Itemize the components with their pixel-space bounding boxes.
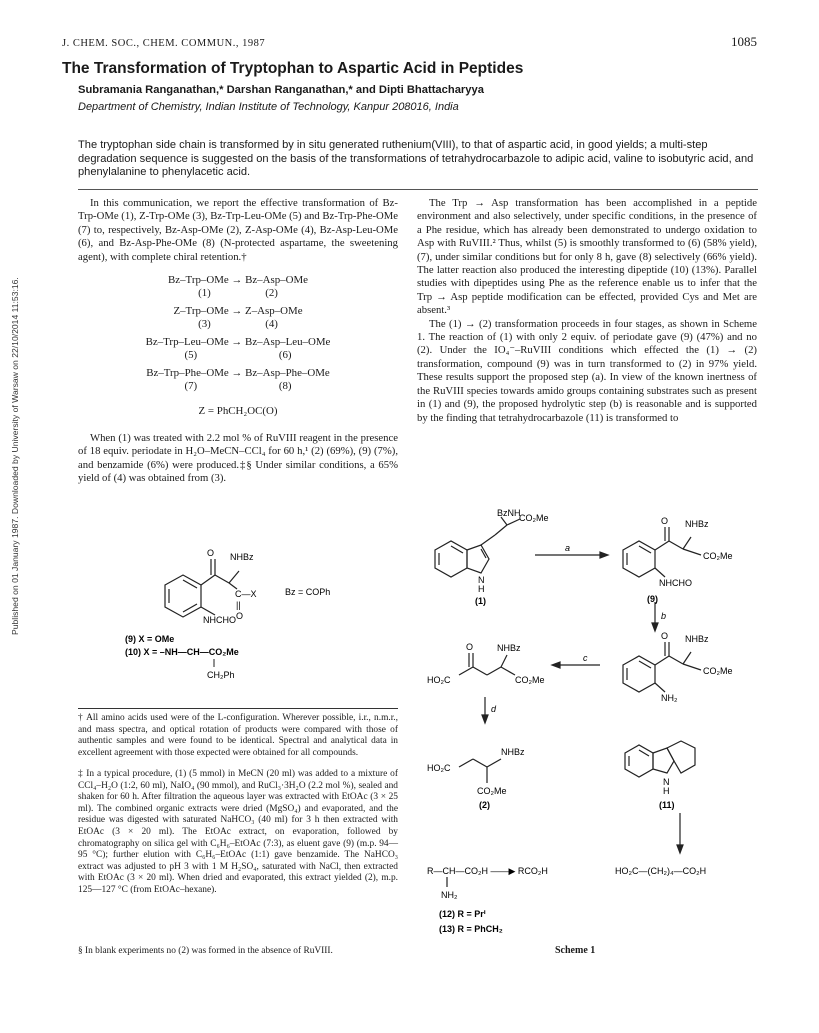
header-rule (78, 189, 758, 190)
arrow-b-label: b (661, 611, 667, 621)
struct9-nhbz: NHBz (230, 552, 254, 562)
right-paragraph-2: The (1) → (2) transformation proceeds in four stages, as shown in Scheme 1. The reaction of (1) with only 2 equiv. of periodate gave (9) (47%) and no (2). Under the IO₄⁻–RuVIII conditions which effected the (1) → (2) transformation, compound (9) was in turn transformed to (2) in 97% yield. These results support the proposed step (a). In view of the known inertness of the RuVIII species towards amido groups containing substrates such as present in (1) and (9), the proposed hydrolytic step (b) is reasonable and is supported by the finding that tetrahydrocarbazole (11) is transformed to (417, 317, 757, 424)
struct9-o: O (207, 548, 215, 558)
scheme-nh2-amine: NH₂ (661, 693, 678, 703)
struct9-cx: C—X (235, 589, 257, 599)
side-note: Published on 01 January 1987. Downloaded by University of Warsaw on 22/10/2014 11:53:16. (10, 277, 20, 635)
scheme-co2me-1: CO₂Me (519, 513, 549, 523)
equation-3: Bz–Trp–Leu–OMe → Bz–Asp–Leu–OMe (145, 336, 331, 349)
left-paragraph-1: In this communication, we report the effective transformation of Bz-Trp-OMe (1), Z-Trp-OMe (3), Bz-Trp-Leu-OMe (5) and Bz-Trp-Phe-OMe (7) to, respectively, Bz-Asp-OMe (2), Z-Asp-OMe (4), Bz-Asp-Leu-OMe (6), and Bz-Asp-Phe-OMe (8) (N-protected aspartame, the sweetening agent), with complete chiral retention.† (78, 197, 398, 263)
struct9-o2: O (236, 611, 244, 621)
scheme-nhbz-9: NHBz (685, 519, 709, 529)
scheme-n-1: N (478, 575, 485, 585)
label-12: (12) R = Prⁱ (439, 909, 486, 919)
scheme-nhbz-2: NHBz (501, 747, 525, 757)
footnote-double-dagger: ‡ In a typical procedure, (1) (5 mmol) in MeCN (20 ml) was added to a mixture of CCl₄–H₂O (1:2, 60 ml), NaIO₄ (90 mmol), and RuCl₃·3H₂O (2.2 mol %), sealed and shaken for 60 h. After filtration the aqueous layer was extracted with EtOAc (3 × 25 ml). The combined organic extracts were dried (MgSO₄) and evaporated, and the residue was digested with saturated NaHCO₃ (40 ml) for 3 h then extracted with EtOAc (3 × 20 ml). The EtOAc extract, on evaporation, followed by chromatography on silica gel with C₆H₆–EtOAc (7:3), as eluent gave (9) (m.p. 94—95 °C); further elution with C₆H₆–EtOAc (1:1) gave benzamide. The NaHCO₃ extract was adjusted to pH 3 with 1 M H₂SO₄, saturated with NaCl, then extracted with EtOAc (3 × 20 ml). When dried and evaporated, this extract yielded (2), m.p. 125—127 °C (from EtOAc–hexane). (78, 769, 398, 895)
abstract: The tryptophan side chain is transformed by in situ generated ruthenium(VIII), to that of aspartic acid, in good yields; a multi-step degradation sequence is suggested on the basis of the transformations of tetrahydrocarbazole to adipic acid, valine to isobutyric acid, and phenylalanine to phenylacetic acid. (78, 139, 754, 179)
scheme-ho2c-2: HO₂C (427, 763, 451, 773)
scheme-o-9: O (661, 516, 669, 526)
equation-2-labels: (3) (4) (198, 318, 278, 331)
equation-2: Z–Trp–OMe → Z–Asp–OMe (173, 305, 303, 318)
label-13: (13) R = PhCH₂ (439, 924, 503, 934)
equation-1: Bz–Trp–OMe → Bz–Asp–OMe (168, 274, 308, 287)
scheme-h-11: H (663, 786, 670, 796)
journal-header: J. CHEM. SOC., CHEM. COMMUN., 1987 (62, 38, 266, 49)
page-number: 1085 (731, 34, 757, 49)
z-definition: Z = PhCH₂OC(O) (198, 405, 278, 418)
left-column (78, 197, 398, 486)
affiliation: Department of Chemistry, Indian Institute of Technology, Kanpur 208016, India (78, 101, 459, 113)
scheme-1 (415, 505, 760, 960)
authors: Subramania Ranganathan,* Darshan Ranganathan,* and Dipti Bhattacharyya (78, 84, 484, 96)
left-paragraph-2: When (1) was treated with 2.2 mol % of RuVIII reagent in the presence of 18 equiv. periodate in H₂O–MeCN–CCl₄ for 60 h,¹ (2) (69%), (9) (7%), and benzamide (6%) were produced.‡§ Under similar conditions, a 65% yield of (4) was obtained from (3). (78, 432, 398, 485)
arrow-d-label: d (491, 704, 497, 714)
struct9-dbl: || (236, 600, 241, 610)
scheme-nhbz-keto: NHBz (497, 643, 521, 653)
label-10-ch2ph: CH₂Ph (207, 670, 235, 680)
arrow-a-label: a (565, 543, 571, 553)
footnote-rule (78, 708, 398, 709)
scheme-o-amine: O (661, 631, 669, 641)
scheme-co2me-keto: CO₂Me (515, 675, 545, 685)
scheme-o-keto: O (466, 642, 474, 652)
scheme-co2me-9: CO₂Me (703, 551, 733, 561)
equation-4: Bz–Trp–Phe–OMe → Bz–Asp–Phe–OMe (146, 367, 330, 380)
scheme-bznh: BzNH (497, 508, 521, 518)
scheme-n-11: N (663, 777, 670, 787)
scheme-ho2c-keto: HO₂C (427, 675, 451, 685)
right-paragraph-1: The Trp → Asp transformation has been accomplished in a peptide environment and also selectively, under specific conditions, in the presence of a Phe residue, which has already been demonstrated to undergo oxidation to Asp with RuVIII.² Thus, whilst (5) is smoothly transformed to (6) (58% yield), (7), under similar conditions but for only 8 h, gave (8) selectively (66% yield). The latter reaction also produced the interesting dipeptide (10) (13%). Parallel studies with dipeptides using Phe as the reference enable us to infer that the Trp → Asp peptide modification can be effected, provided Cys and Met are absent.³ (417, 197, 757, 317)
scheme-co2me-2: CO₂Me (477, 786, 507, 796)
label-10: (10) X = –NH—CH—CO₂Me (125, 647, 239, 657)
right-column (417, 197, 757, 425)
compound-9-label: (9) (647, 594, 658, 604)
footnote-dagger: † All amino acids used were of the L-configuration. Wherever possible, i.r., n.m.r., and mass spectra, and optical rotation of products were compared with those of authentic samples and were found to be identical. Spectral and analytical data in excellent agreement with those expected were obtained for all compounds. (78, 713, 398, 758)
amino-acid-reaction: R—CH—CO₂H ——▶ RCO₂H (427, 866, 548, 876)
scheme-h-1: H (478, 584, 485, 594)
footnote-section: § In blank experiments no (2) was formed in the absence of RuVIII. (78, 946, 333, 956)
equation-3-labels: (5) (6) (184, 349, 292, 362)
compound-2-label: (2) (479, 800, 490, 810)
label-9: (9) X = OMe (125, 634, 175, 644)
scheme-caption: Scheme 1 (555, 945, 596, 956)
structure-9-10 (115, 545, 375, 690)
arrow-c-label: c (583, 653, 588, 663)
compound-1-label: (1) (475, 596, 486, 606)
equation-1-labels: (1) (2) (198, 287, 278, 300)
scheme-nhbz-amine: NHBz (685, 634, 709, 644)
scheme-nh2-aa: NH₂ (441, 890, 458, 900)
paper-title: The Transformation of Tryptophan to Aspartic Acid in Peptides (62, 60, 524, 77)
struct9-nhcho: NHCHO (203, 615, 236, 625)
scheme-co2me-amine: CO₂Me (703, 666, 733, 676)
scheme-nhcho-9: NHCHO (659, 578, 692, 588)
adipic-acid: HO₂C—(CH₂)₄—CO₂H (615, 866, 707, 876)
bz-definition: Bz = COPh (285, 587, 331, 597)
compound-11-label: (11) (659, 800, 675, 810)
indole-pyrrole-ring (467, 545, 489, 573)
equation-4-labels: (7) (8) (184, 380, 292, 393)
